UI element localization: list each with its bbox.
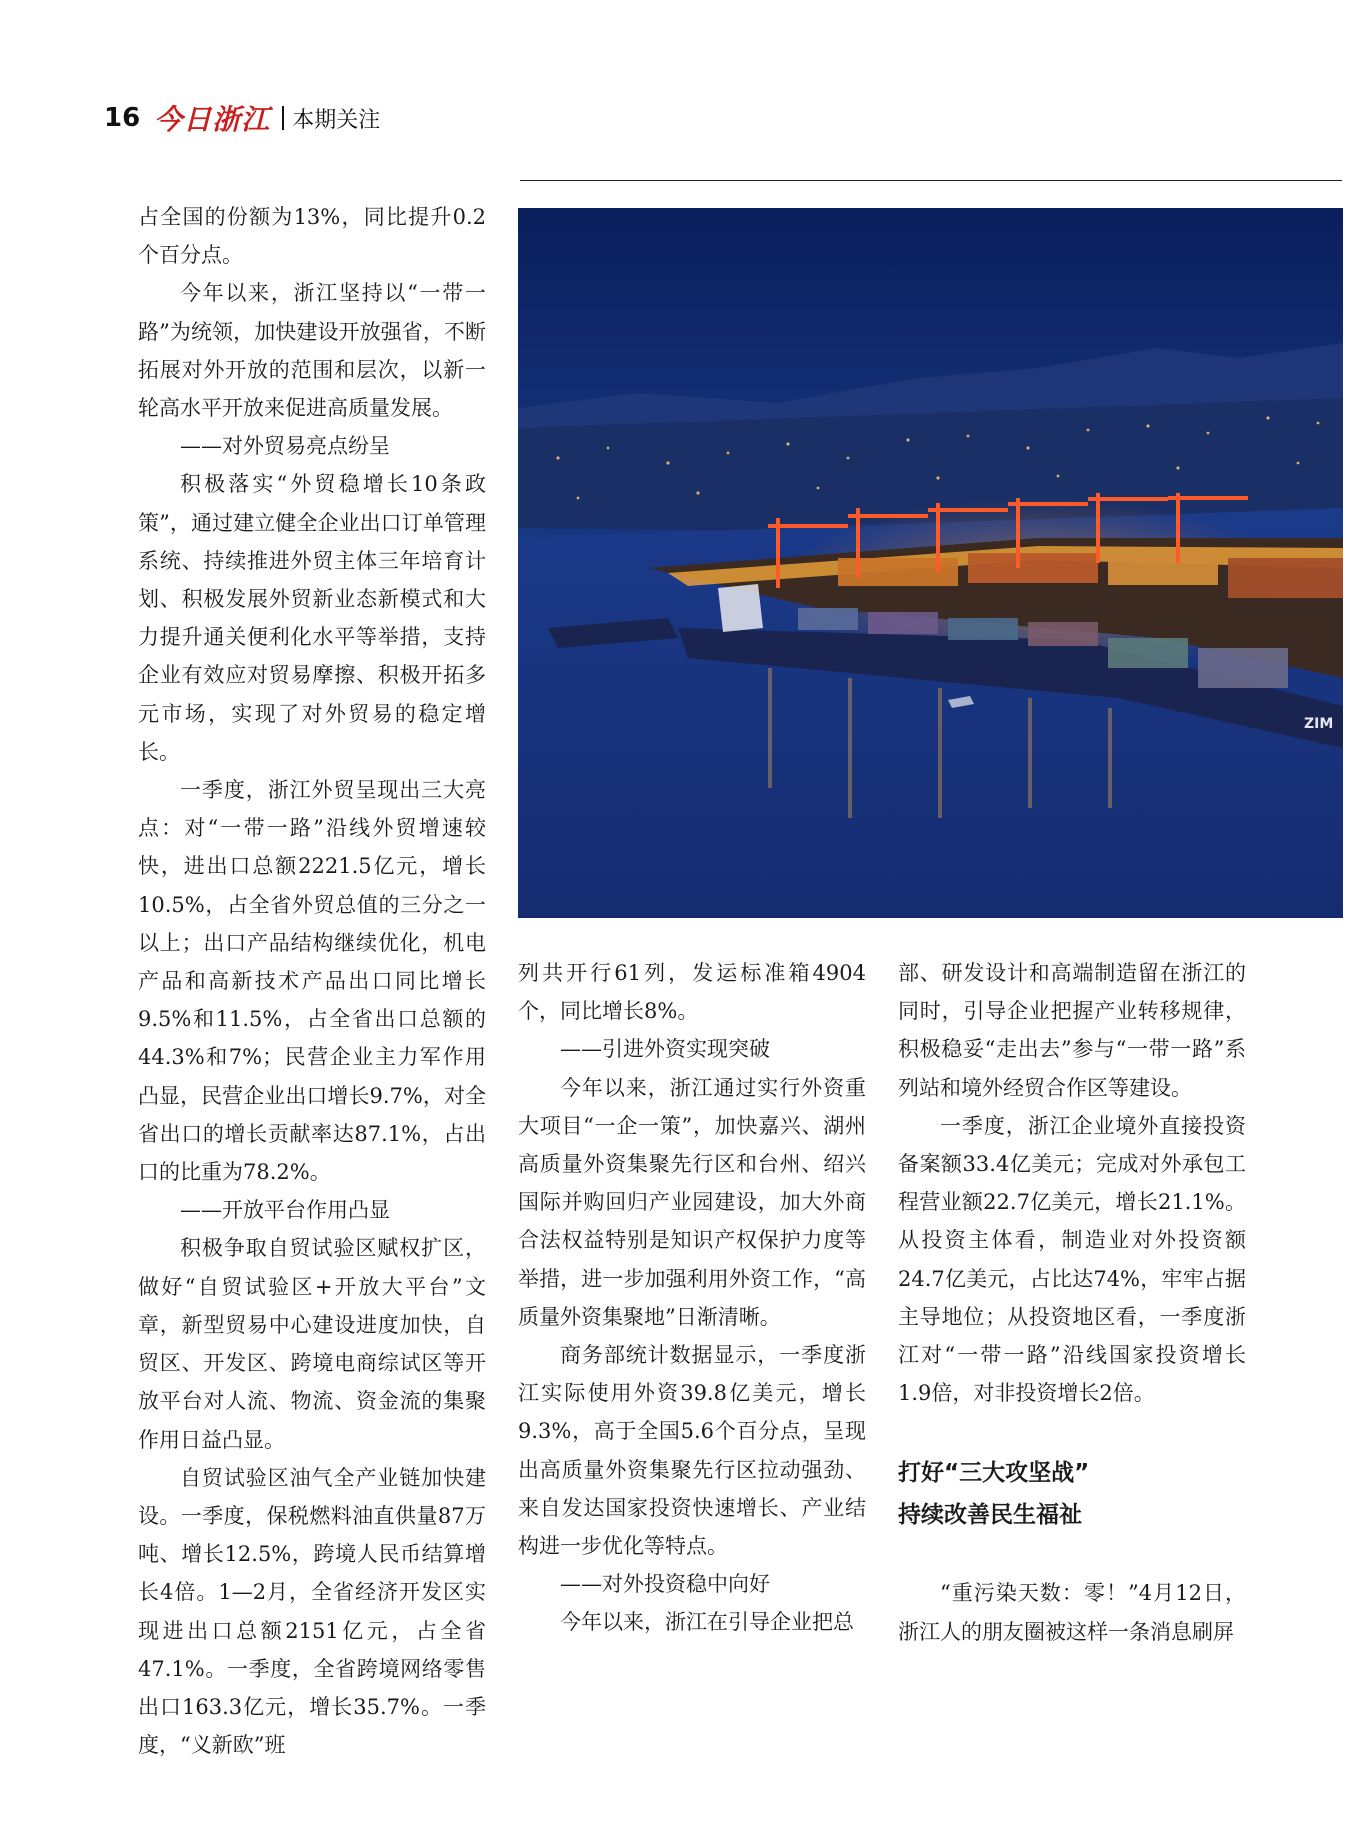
paragraph: 自贸试验区油气全产业链加快建设。一季度，保税燃料油直供量87万吨、增长12.5%，跨境人民币结算增长4倍。1—2月，全省经济开发区实现进出口总额2151亿元，占全省47.1%。一季度，全省跨境网络零售出口163.3亿元，增长35.7%。一季度，“义新欧”班 bbox=[138, 1465, 486, 1758]
subheading: ——对外投资稳中向好 bbox=[560, 1572, 770, 1597]
paragraph: 积极争取自贸试验区赋权扩区，做好“自贸试验区+开放大平台”文章，新型贸易中心建设进度加快，自贸区、开发区、跨境电商综试区等开放平台对人流、物流、资金流的集聚作用日益凸显。 bbox=[138, 1236, 486, 1452]
column-1 bbox=[138, 198, 486, 1764]
header-separator bbox=[282, 106, 284, 130]
paragraph: 商务部统计数据显示，一季度浙江实际使用外资39.8亿美元，增长9.3%，高于全国5.6个百分点，呈现出高质量外资集聚先行区拉动强劲、来自发达国家投资快速增长、产业结构进一步优化等特点。 bbox=[518, 1343, 866, 1559]
page-number: 16 bbox=[104, 103, 141, 133]
heading-line-1: 打好“三大攻坚战” bbox=[898, 1460, 1090, 1487]
paragraph: 今年以来，浙江在引导企业把总 bbox=[560, 1610, 854, 1635]
paragraph: 部、研发设计和高端制造留在浙江的同时，引导企业把握产业转移规律，积极稳妥“走出去”参与“一带一路”系列站和境外经贸合作区等建设。 bbox=[898, 961, 1246, 1100]
paragraph: 积极落实“外贸稳增长10条政策”，通过建立健全企业出口订单管理系统、持续推进外贸主体三年培育计划、积极发展外贸新业态新模式和大力提升通关便利化水平等举措，支持企业有效应对贸易摩擦、积极开拓多元市场，实现了对外贸易的稳定增长。 bbox=[138, 472, 486, 764]
subheading: ——对外贸易亮点纷呈 bbox=[180, 434, 390, 459]
subheading: ——开放平台作用凸显 bbox=[180, 1198, 390, 1223]
subheading: ——引进外资实现突破 bbox=[560, 1037, 770, 1062]
section-heading bbox=[898, 1452, 1246, 1536]
ship-label: ZIM bbox=[1304, 716, 1334, 732]
paragraph: 列共开行61列，发运标准箱4904个，同比增长8%。 bbox=[518, 961, 866, 1024]
page-header bbox=[104, 98, 380, 138]
section-title: 本期关注 bbox=[292, 107, 381, 133]
paragraph: 今年以来，浙江通过实行外资重大项目“一企一策”，加快嘉兴、湖州高质量外资集聚先行区和台州、绍兴国际并购回归产业园建设，加大外商合法权益特别是知识产权保护力度等举措，进一步加强利用外资工作，“高质量外资集聚地”日渐清晰。 bbox=[518, 1075, 866, 1329]
paragraph: 一季度，浙江企业境外直接投资备案额33.4亿美元；完成对外承包工程营业额22.7亿美元，增长21.1%。从投资主体看，制造业对外投资额24.7亿美元，占比达74%，牢牢占据主导地位；从投资地区看，一季度浙江对“一带一路”沿线国家投资增长1.9倍，对非投资增长2倍。 bbox=[898, 1113, 1246, 1406]
paragraph: 今年以来，浙江坚持以“一带一路”为统领，加快建设开放强省，不断拓展对外开放的范围和层次，以新一轮高水平开放来促进高质量发展。 bbox=[138, 281, 486, 421]
top-rule bbox=[520, 180, 1342, 181]
column-2 bbox=[518, 954, 866, 1642]
heading-line-2: 持续改善民生福祉 bbox=[898, 1502, 1082, 1529]
magazine-logo: 今日浙江 bbox=[154, 103, 271, 136]
port-night-photo bbox=[518, 208, 1343, 918]
paragraph: 占全国的份额为13%，同比提升0.2个百分点。 bbox=[138, 205, 486, 268]
paragraph: 一季度，浙江外贸呈现出三大亮点：对“一带一路”沿线外贸增速较快，进出口总额2221.5亿元，增长10.5%，占全省外贸总值的三分之一以上；出口产品结构继续优化，机电产品和高新技术产品出口同比增长9.5%和11.5%，占全省出口总额的44.3%和7%；民营企业主力军作用凸显，民营企业出口增长9.7%，对全省出口的增长贡献率达87.1%，占出口的比重为78.2%。 bbox=[138, 778, 486, 1185]
paragraph: “重污染天数：零！”4月12日，浙江人的朋友圈被这样一条消息刷屏 bbox=[898, 1581, 1246, 1644]
column-3 bbox=[898, 954, 1246, 1651]
